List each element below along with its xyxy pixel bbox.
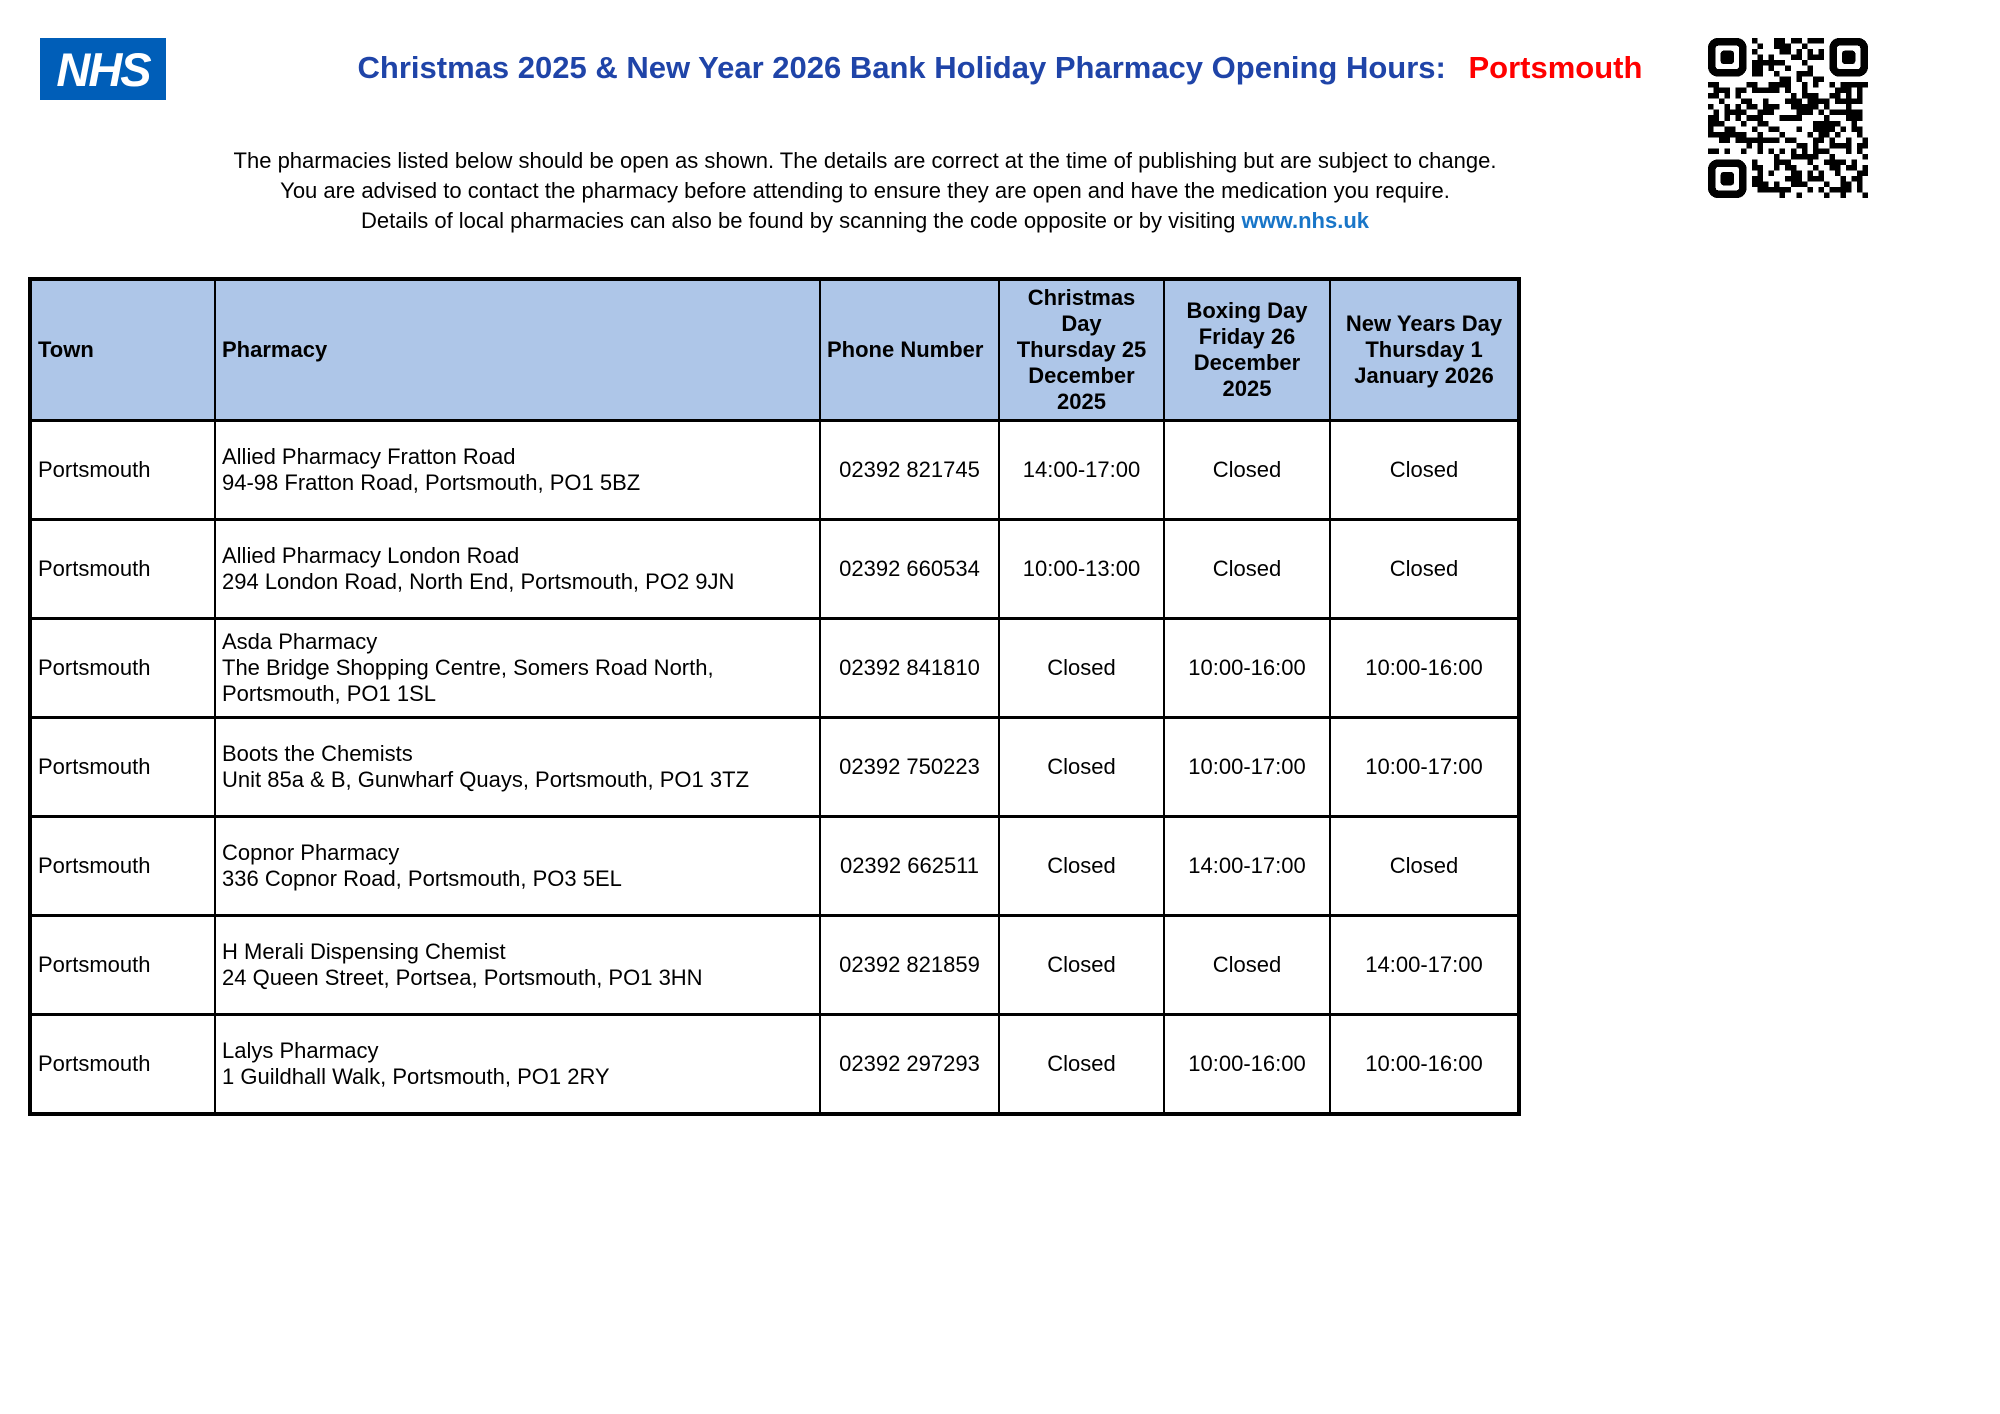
phone-cell: 02392 821859 bbox=[820, 916, 999, 1015]
pharmacy-address: 1 Guildhall Walk, Portsmouth, PO1 2RY bbox=[222, 1064, 610, 1089]
nhs-logo-text: NHS bbox=[56, 42, 150, 96]
phone-cell: 02392 821745 bbox=[820, 421, 999, 520]
pharmacy-cell bbox=[215, 619, 820, 718]
christmas-hours-cell: 14:00-17:00 bbox=[999, 421, 1164, 520]
town-cell: Portsmouth bbox=[30, 619, 215, 718]
pharmacy-name: Copnor Pharmacy bbox=[222, 840, 400, 865]
pharmacy-table bbox=[28, 277, 1521, 1116]
pharmacy-address: 336 Copnor Road, Portsmouth, PO3 5EL bbox=[222, 866, 622, 891]
christmas-hours-cell: 10:00-13:00 bbox=[999, 520, 1164, 619]
town-cell: Portsmouth bbox=[30, 421, 215, 520]
page-title-text: Christmas 2025 & New Year 2026 Bank Holiday Pharmacy Opening Hours: bbox=[357, 50, 1446, 85]
boxing-hours-cell: Closed bbox=[1164, 421, 1330, 520]
phone-cell: 02392 660534 bbox=[820, 520, 999, 619]
pharmacy-name: H Merali Dispensing Chemist bbox=[222, 939, 506, 964]
table-row bbox=[30, 817, 1519, 916]
intro-line-3 bbox=[0, 206, 1730, 236]
phone-cell: 02392 297293 bbox=[820, 1015, 999, 1115]
table-row bbox=[30, 718, 1519, 817]
boxing-hours-cell: 10:00-16:00 bbox=[1164, 1015, 1330, 1115]
phone-cell: 02392 750223 bbox=[820, 718, 999, 817]
town-cell: Portsmouth bbox=[30, 520, 215, 619]
col-header-phone: Phone Number bbox=[820, 279, 999, 421]
table-row bbox=[30, 1015, 1519, 1115]
christmas-hours-cell: Closed bbox=[999, 817, 1164, 916]
intro-line-3-text: Details of local pharmacies can also be found by scanning the code opposite or by visiting bbox=[360, 208, 1242, 233]
col-header-new-years-day: New Years Day Thursday 1 January 2026 bbox=[1330, 279, 1519, 421]
boxing-hours-cell: 14:00-17:00 bbox=[1164, 817, 1330, 916]
table-row bbox=[30, 520, 1519, 619]
pharmacy-address: 94-98 Fratton Road, Portsmouth, PO1 5BZ bbox=[222, 470, 641, 495]
newyears-hours-cell: Closed bbox=[1330, 817, 1519, 916]
newyears-hours-cell: 10:00-16:00 bbox=[1330, 1015, 1519, 1115]
newyears-hours-cell: Closed bbox=[1330, 421, 1519, 520]
pharmacy-name: Allied Pharmacy Fratton Road bbox=[222, 444, 516, 469]
boxing-hours-cell: Closed bbox=[1164, 520, 1330, 619]
pharmacy-address: 294 London Road, North End, Portsmouth, PO2 9JN bbox=[222, 569, 735, 594]
town-cell: Portsmouth bbox=[30, 916, 215, 1015]
christmas-hours-cell: Closed bbox=[999, 619, 1164, 718]
col-header-boxing-day: Boxing Day Friday 26 December 2025 bbox=[1164, 279, 1330, 421]
col-header-pharmacy: Pharmacy bbox=[215, 279, 820, 421]
intro-line-2: You are advised to contact the pharmacy before attending to ensure they are open and have the medication you require. bbox=[280, 178, 1450, 203]
town-cell: Portsmouth bbox=[30, 718, 215, 817]
page-title bbox=[0, 50, 2000, 86]
newyears-hours-cell: 10:00-17:00 bbox=[1330, 718, 1519, 817]
pharmacy-address: The Bridge Shopping Centre, Somers Road North, Portsmouth, PO1 1SL bbox=[222, 655, 714, 706]
intro-paragraph bbox=[0, 146, 1730, 236]
col-header-town: Town bbox=[30, 279, 215, 421]
newyears-hours-cell: Closed bbox=[1330, 520, 1519, 619]
nhs-website-link[interactable]: www.nhs.uk bbox=[1241, 208, 1370, 233]
christmas-hours-cell: Closed bbox=[999, 1015, 1164, 1115]
pharmacy-cell bbox=[215, 916, 820, 1015]
pharmacy-name: Lalys Pharmacy bbox=[222, 1038, 379, 1063]
intro-line-1: The pharmacies listed below should be open as shown. The details are correct at the time of publishing but are subject to change. bbox=[233, 148, 1497, 173]
christmas-hours-cell: Closed bbox=[999, 916, 1164, 1015]
town-cell: Portsmouth bbox=[30, 817, 215, 916]
pharmacy-cell bbox=[215, 1015, 820, 1115]
boxing-hours-cell: Closed bbox=[1164, 916, 1330, 1015]
newyears-hours-cell: 10:00-16:00 bbox=[1330, 619, 1519, 718]
pharmacy-cell bbox=[215, 718, 820, 817]
table-row bbox=[30, 619, 1519, 718]
table-header-row bbox=[30, 279, 1519, 421]
christmas-hours-cell: Closed bbox=[999, 718, 1164, 817]
pharmacy-name: Boots the Chemists bbox=[222, 741, 413, 766]
newyears-hours-cell: 14:00-17:00 bbox=[1330, 916, 1519, 1015]
boxing-hours-cell: 10:00-16:00 bbox=[1164, 619, 1330, 718]
phone-cell: 02392 662511 bbox=[820, 817, 999, 916]
col-header-christmas-day: Christmas Day Thursday 25 December 2025 bbox=[999, 279, 1164, 421]
pharmacy-address: 24 Queen Street, Portsea, Portsmouth, PO1 3HN bbox=[222, 965, 703, 990]
pharmacy-name: Allied Pharmacy London Road bbox=[222, 543, 520, 568]
qr-code bbox=[1708, 38, 1868, 198]
pharmacy-name: Asda Pharmacy bbox=[222, 629, 378, 654]
town-cell: Portsmouth bbox=[30, 1015, 215, 1115]
pharmacy-address: Unit 85a & B, Gunwharf Quays, Portsmouth, PO1 3TZ bbox=[222, 767, 750, 792]
boxing-hours-cell: 10:00-17:00 bbox=[1164, 718, 1330, 817]
page-title-region: Portsmouth bbox=[1468, 50, 1643, 85]
table-row bbox=[30, 916, 1519, 1015]
pharmacy-cell bbox=[215, 520, 820, 619]
table-row bbox=[30, 421, 1519, 520]
pharmacy-cell bbox=[215, 421, 820, 520]
phone-cell: 02392 841810 bbox=[820, 619, 999, 718]
pharmacy-cell bbox=[215, 817, 820, 916]
pharmacy-table-container bbox=[28, 277, 1521, 1116]
